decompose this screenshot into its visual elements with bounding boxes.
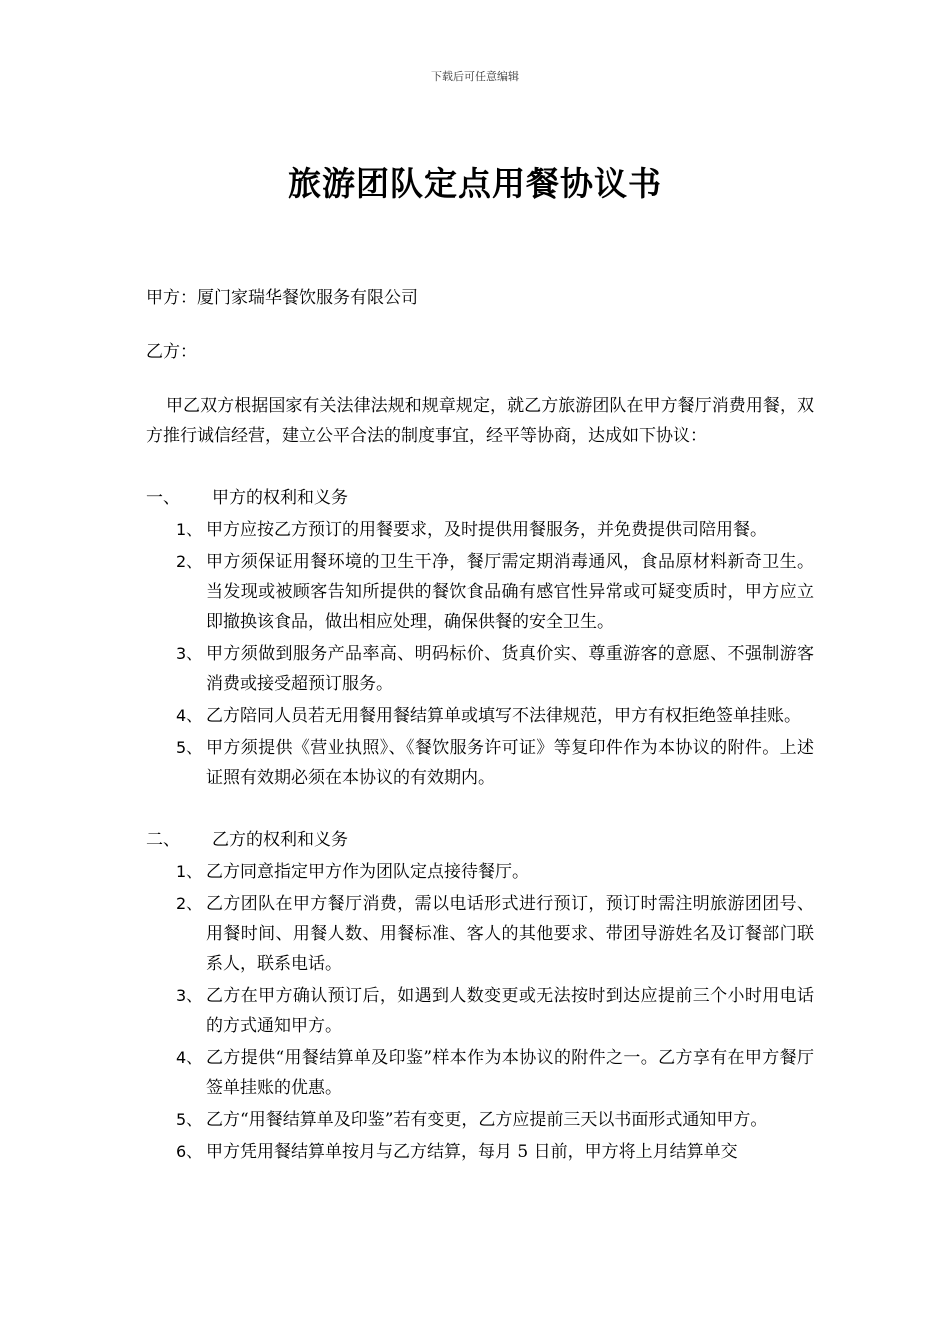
item-number: 4、 — [176, 706, 203, 725]
list-item — [146, 889, 814, 979]
section-party-a-rights — [146, 483, 814, 793]
item-number: 1、 — [176, 862, 203, 881]
document-body — [146, 283, 814, 1167]
list-item — [146, 639, 814, 699]
item-number: 5、 — [176, 1110, 203, 1129]
list-item — [146, 701, 814, 731]
item-number: 6、 — [176, 1142, 203, 1161]
party-b-line: 乙方： — [146, 342, 197, 362]
section-number: 一、 — [146, 488, 180, 508]
item-text: 乙方同意指定甲方作为团队定点接待餐厅。 — [206, 862, 529, 882]
list-item — [146, 857, 814, 887]
document-title: 旅游团队定点用餐协议书 — [288, 164, 662, 203]
item-number: 4、 — [176, 1048, 203, 1067]
party-a-line: 甲方：厦门家瑞华餐饮服务有限公司 — [146, 288, 418, 308]
section-heading — [146, 825, 814, 855]
item-number: 2、 — [176, 552, 203, 571]
list-item — [146, 1105, 814, 1135]
item-text: 甲方须保证用餐环境的卫生干净，餐厅需定期消毒通风，食品原材料新奇卫生。当发现或被顾客告知所提供的餐饮食品确有感官性异常或可疑变质时，甲方应立即撤换该食品，做出相应处理，确保供餐的安全卫生。 — [206, 552, 814, 632]
section-party-b-rights — [146, 825, 814, 1167]
list-item — [146, 733, 814, 793]
item-text: 甲方凭用餐结算单按月与乙方结算，每月 5 日前，甲方将上月结算单交 — [206, 1142, 738, 1162]
list-item — [146, 547, 814, 637]
item-text: 乙方提供“用餐结算单及印鉴”样本作为本协议的附件之一。乙方享有在甲方餐厅签单挂账的优惠。 — [206, 1048, 814, 1098]
list-item — [146, 1137, 814, 1167]
item-text: 甲方须做到服务产品率高、明码标价、货真价实、尊重游客的意愿、不强制游客消费或接受超预订服务。 — [206, 644, 814, 694]
item-number: 1、 — [176, 520, 203, 539]
item-text: 甲方须提供《营业执照》、《餐饮服务许可证》等复印件作为本协议的附件。上述证照有效期必须在本协议的有效期内。 — [206, 738, 814, 788]
header-note: 下载后可任意编辑 — [431, 70, 519, 83]
intro-paragraph: 甲乙双方根据国家有关法律法规和规章规定，就乙方旅游团队在甲方餐厅消费用餐，双方推行诚信经营，建立公平合法的制度事宜，经平等协商，达成如下协议： — [146, 396, 814, 446]
item-number: 5、 — [176, 738, 203, 757]
item-number: 2、 — [176, 894, 203, 913]
item-number: 3、 — [176, 644, 203, 663]
list-item — [146, 1043, 814, 1103]
item-text: 乙方在甲方确认预订后，如遇到人数变更或无法按时到达应提前三个小时用电话的方式通知甲方。 — [206, 986, 814, 1036]
list-item — [146, 515, 814, 545]
item-text: 甲方应按乙方预订的用餐要求，及时提供用餐服务，并免费提供司陪用餐。 — [206, 520, 767, 540]
item-text: 乙方团队在甲方餐厅消费，需以电话形式进行预订，预订时需注明旅游团团号、用餐时间、用餐人数、用餐标准、客人的其他要求、带团导游姓名及订餐部门联系人，联系电话。 — [206, 894, 814, 974]
section-title: 甲方的权利和义务 — [212, 488, 348, 508]
item-text: 乙方陪同人员若无用餐用餐结算单或填写不法律规范，甲方有权拒绝签单挂账。 — [206, 706, 801, 726]
item-text: 乙方“用餐结算单及印鉴”若有变更，乙方应提前三天以书面形式通知甲方。 — [206, 1110, 768, 1130]
item-number: 3、 — [176, 986, 203, 1005]
section-title: 乙方的权利和义务 — [212, 830, 348, 850]
section-number: 二、 — [146, 830, 180, 850]
list-item — [146, 981, 814, 1041]
section-heading — [146, 483, 814, 513]
